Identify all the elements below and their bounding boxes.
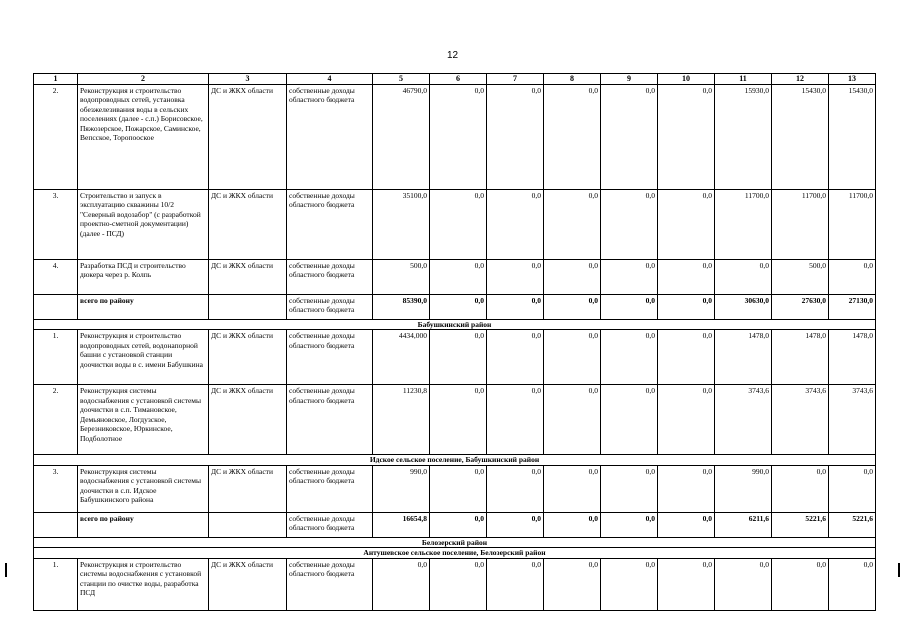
column-header-row — [34, 74, 876, 85]
value-cell-col-7: 0,0 — [487, 512, 544, 537]
column-header-3: 3 — [209, 74, 287, 85]
section-header-row — [34, 319, 876, 330]
table-row — [34, 330, 876, 385]
value-cell-col-6: 0,0 — [430, 512, 487, 537]
column-header-12: 12 — [772, 74, 829, 85]
value-cell-col-13: 1478,0 — [829, 330, 876, 385]
value-cell-col-9: 0,0 — [601, 558, 658, 610]
measure-name-cell: Строительство и запуск в эксплуатацию скважины 10/2 "Северный водозабор" (с разработкой проектно-сметной документации) (далее - ПСД) — [78, 189, 209, 259]
row-number-cell — [34, 512, 78, 537]
value-cell-col-8: 0,0 — [544, 558, 601, 610]
value-cell-col-6: 0,0 — [430, 465, 487, 512]
column-header-2: 2 — [78, 74, 209, 85]
row-number-cell — [34, 294, 78, 319]
value-cell-col-11: 990,0 — [715, 465, 772, 512]
value-cell-col-10: 0,0 — [658, 84, 715, 189]
funding-source-cell: собственные доходы областного бюджета — [287, 558, 373, 610]
measure-name-cell: Реконструкция системы водоснабжения с установкой системы доочистки в с.п. Тимановское, Демьяновское, Логдузское, Березниковское, Юркинское, Подболотное — [78, 385, 209, 455]
funding-source-cell: собственные доходы областного бюджета — [287, 512, 373, 537]
value-cell-col-5: 16654,8 — [373, 512, 430, 537]
value-cell-col-9: 0,0 — [601, 385, 658, 455]
value-cell-col-13: 27130,0 — [829, 294, 876, 319]
scan-edge-mark-right — [898, 563, 900, 577]
district-total-row — [34, 294, 876, 319]
measure-name-cell: Реконструкция и строительство водопроводных сетей, водонапорной башни с установкой станции доочистки воды в с. имени Бабушкина — [78, 330, 209, 385]
value-cell-col-11: 0,0 — [715, 259, 772, 294]
value-cell-col-9: 0,0 — [601, 512, 658, 537]
table-row — [34, 189, 876, 259]
value-cell-col-7: 0,0 — [487, 330, 544, 385]
value-cell-col-10: 0,0 — [658, 189, 715, 259]
value-cell-col-9: 0,0 — [601, 330, 658, 385]
value-cell-col-5: 85390,0 — [373, 294, 430, 319]
value-cell-col-9: 0,0 — [601, 294, 658, 319]
value-cell-col-13: 0,0 — [829, 558, 876, 610]
value-cell-col-7: 0,0 — [487, 189, 544, 259]
funding-source-cell: собственные доходы областного бюджета — [287, 294, 373, 319]
value-cell-col-10: 0,0 — [658, 465, 715, 512]
value-cell-col-6: 0,0 — [430, 558, 487, 610]
responsible-org-cell: ДС и ЖКХ области — [209, 385, 287, 455]
table-row — [34, 558, 876, 610]
value-cell-col-12: 1478,0 — [772, 330, 829, 385]
value-cell-col-13: 0,0 — [829, 259, 876, 294]
responsible-org-cell: ДС и ЖКХ области — [209, 259, 287, 294]
funding-source-cell: собственные доходы областного бюджета — [287, 330, 373, 385]
funding-source-cell: собственные доходы областного бюджета — [287, 385, 373, 455]
row-number-cell: 1. — [34, 558, 78, 610]
responsible-org-cell — [209, 512, 287, 537]
measure-name-cell: Реконструкция системы водоснабжения с установкой системы доочистки в с.п. Идское Бабушкинского района — [78, 465, 209, 512]
measure-name-cell: Реконструкция и строительство системы водоснабжения с установкой станции по очистке воды, разработка ПСД — [78, 558, 209, 610]
table-row — [34, 84, 876, 189]
column-header-6: 6 — [430, 74, 487, 85]
value-cell-col-8: 0,0 — [544, 330, 601, 385]
value-cell-col-8: 0,0 — [544, 259, 601, 294]
value-cell-col-7: 0,0 — [487, 465, 544, 512]
column-header-13: 13 — [829, 74, 876, 85]
value-cell-col-13: 5221,6 — [829, 512, 876, 537]
budget-table — [33, 73, 876, 611]
responsible-org-cell: ДС и ЖКХ области — [209, 189, 287, 259]
responsible-org-cell: ДС и ЖКХ области — [209, 465, 287, 512]
scan-edge-mark-left — [5, 563, 7, 577]
value-cell-col-5: 500,0 — [373, 259, 430, 294]
funding-source-cell: собственные доходы областного бюджета — [287, 465, 373, 512]
value-cell-col-11: 30630,0 — [715, 294, 772, 319]
value-cell-col-8: 0,0 — [544, 512, 601, 537]
value-cell-col-9: 0,0 — [601, 465, 658, 512]
page-number: 12 — [446, 50, 459, 61]
funding-source-cell: собственные доходы областного бюджета — [287, 259, 373, 294]
value-cell-col-5: 990,0 — [373, 465, 430, 512]
value-cell-col-11: 3743,6 — [715, 385, 772, 455]
value-cell-col-6: 0,0 — [430, 294, 487, 319]
value-cell-col-7: 0,0 — [487, 259, 544, 294]
responsible-org-cell: ДС и ЖКХ области — [209, 330, 287, 385]
value-cell-col-11: 0,0 — [715, 558, 772, 610]
section-header-row — [34, 455, 876, 466]
table-row — [34, 385, 876, 455]
row-number-cell: 3. — [34, 189, 78, 259]
value-cell-col-11: 15930,0 — [715, 84, 772, 189]
column-header-7: 7 — [487, 74, 544, 85]
value-cell-col-8: 0,0 — [544, 465, 601, 512]
row-number-cell: 1. — [34, 330, 78, 385]
value-cell-col-10: 0,0 — [658, 259, 715, 294]
value-cell-col-7: 0,0 — [487, 84, 544, 189]
column-header-4: 4 — [287, 74, 373, 85]
section-title: Белозерский район — [34, 537, 876, 548]
value-cell-col-11: 1478,0 — [715, 330, 772, 385]
value-cell-col-8: 0,0 — [544, 385, 601, 455]
responsible-org-cell: ДС и ЖКХ области — [209, 558, 287, 610]
value-cell-col-13: 15430,0 — [829, 84, 876, 189]
table-row — [34, 465, 876, 512]
column-header-10: 10 — [658, 74, 715, 85]
responsible-org-cell — [209, 294, 287, 319]
value-cell-col-7: 0,0 — [487, 385, 544, 455]
value-cell-col-5: 0,0 — [373, 558, 430, 610]
total-label-cell: всего по району — [78, 294, 209, 319]
value-cell-col-10: 0,0 — [658, 330, 715, 385]
column-header-5: 5 — [373, 74, 430, 85]
value-cell-col-5: 4434,000 — [373, 330, 430, 385]
value-cell-col-12: 11700,0 — [772, 189, 829, 259]
value-cell-col-6: 0,0 — [430, 189, 487, 259]
value-cell-col-12: 0,0 — [772, 465, 829, 512]
value-cell-col-6: 0,0 — [430, 259, 487, 294]
section-title: Бабушкинский район — [34, 319, 876, 330]
value-cell-col-6: 0,0 — [430, 84, 487, 189]
value-cell-col-8: 0,0 — [544, 189, 601, 259]
value-cell-col-9: 0,0 — [601, 84, 658, 189]
column-header-8: 8 — [544, 74, 601, 85]
column-header-11: 11 — [715, 74, 772, 85]
section-header-row — [34, 548, 876, 559]
value-cell-col-12: 5221,6 — [772, 512, 829, 537]
section-title: Антушевское сельское поселение, Белозерский район — [34, 548, 876, 559]
value-cell-col-5: 46790,0 — [373, 84, 430, 189]
value-cell-col-10: 0,0 — [658, 558, 715, 610]
measure-name-cell: Разработка ПСД и строительство дюкера через р. Колпь — [78, 259, 209, 294]
table-row — [34, 259, 876, 294]
value-cell-col-13: 3743,6 — [829, 385, 876, 455]
total-label-cell: всего по району — [78, 512, 209, 537]
value-cell-col-7: 0,0 — [487, 558, 544, 610]
value-cell-col-10: 0,0 — [658, 512, 715, 537]
value-cell-col-7: 0,0 — [487, 294, 544, 319]
value-cell-col-13: 0,0 — [829, 465, 876, 512]
value-cell-col-6: 0,0 — [430, 385, 487, 455]
value-cell-col-12: 15430,0 — [772, 84, 829, 189]
column-header-1: 1 — [34, 74, 78, 85]
value-cell-col-6: 0,0 — [430, 330, 487, 385]
measure-name-cell: Реконструкция и строительство водопроводных сетей, установка обезжелезивания воды в сельских поселениях (далее - с.п.) Борисовское, Пяжозерское, Пожарское, Саминское, Вепсское, Торопооское — [78, 84, 209, 189]
value-cell-col-12: 500,0 — [772, 259, 829, 294]
value-cell-col-11: 11700,0 — [715, 189, 772, 259]
value-cell-col-8: 0,0 — [544, 294, 601, 319]
row-number-cell: 4. — [34, 259, 78, 294]
section-header-row — [34, 537, 876, 548]
value-cell-col-9: 0,0 — [601, 259, 658, 294]
value-cell-col-9: 0,0 — [601, 189, 658, 259]
value-cell-col-10: 0,0 — [658, 385, 715, 455]
table-body — [34, 74, 876, 611]
value-cell-col-12: 27630,0 — [772, 294, 829, 319]
value-cell-col-5: 11230,8 — [373, 385, 430, 455]
row-number-cell: 2. — [34, 385, 78, 455]
value-cell-col-12: 3743,6 — [772, 385, 829, 455]
value-cell-col-10: 0,0 — [658, 294, 715, 319]
value-cell-col-12: 0,0 — [772, 558, 829, 610]
row-number-cell: 2. — [34, 84, 78, 189]
value-cell-col-11: 6211,6 — [715, 512, 772, 537]
district-total-row — [34, 512, 876, 537]
funding-source-cell: собственные доходы областного бюджета — [287, 189, 373, 259]
value-cell-col-13: 11700,0 — [829, 189, 876, 259]
row-number-cell: 3. — [34, 465, 78, 512]
funding-source-cell: собственные доходы областного бюджета — [287, 84, 373, 189]
section-title: Идское сельское поселение, Бабушкинский район — [34, 455, 876, 466]
column-header-9: 9 — [601, 74, 658, 85]
value-cell-col-5: 35100,0 — [373, 189, 430, 259]
responsible-org-cell: ДС и ЖКХ области — [209, 84, 287, 189]
value-cell-col-8: 0,0 — [544, 84, 601, 189]
